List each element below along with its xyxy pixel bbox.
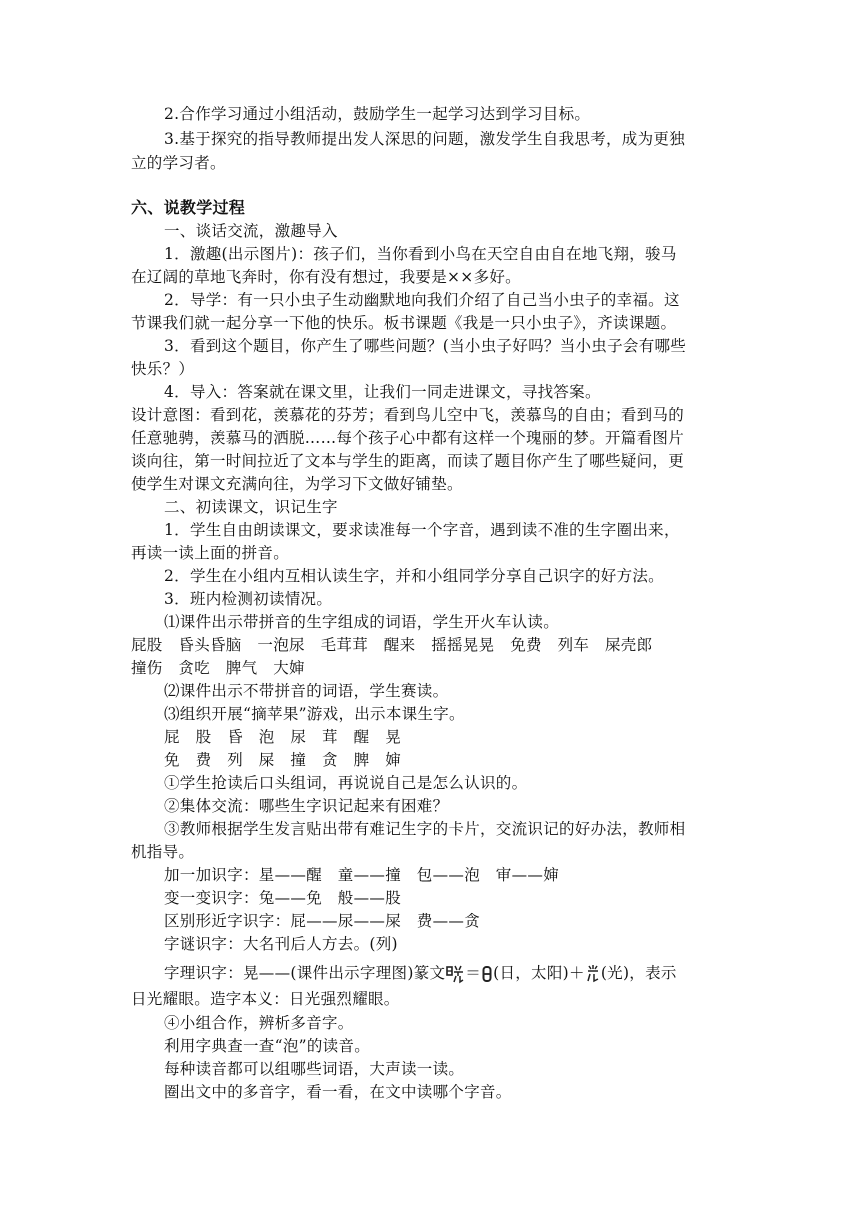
paragraph-line: 任意驰骋，羡慕马的洒脱……每个孩子心中都有这样一个瑰丽的梦。开篇看图片	[131, 429, 685, 447]
paragraph-line: 再读一读上面的拼音。	[131, 544, 290, 562]
paragraph-line: 变一变识字：兔——免 般——股	[164, 889, 402, 907]
paragraph-line: ⑴课件出示带拼音的生字组成的词语，学生开火车认读。	[164, 613, 560, 631]
light-glyph-icon	[586, 964, 600, 984]
paragraph-line: 字谜识字：大名刊后人方去。(列)	[164, 935, 398, 953]
paragraph-line: 3．班内检测初读情况。	[164, 590, 333, 608]
paragraph-line: 在辽阔的草地飞奔时，你有没有想过，我要是××多好。	[131, 268, 521, 286]
paragraph-line: ①学生抢读后口头组词，再说说自己是怎么认识的。	[164, 774, 528, 792]
paragraph-line: 2．学生在小组内互相认读生字，并和小组同学分享自己识字的好方法。	[164, 567, 664, 585]
paragraph-line: 快乐？）	[131, 360, 195, 378]
word-list-line: 屁股 昏头昏脑 一泡尿 毛茸茸 醒来 摇摇晃晃 免费 列车 屎壳郎	[131, 636, 653, 654]
paragraph-line: 加一加识字：星——醒 童——撞 包——泡 审——婶	[164, 866, 560, 884]
paragraph-line: 日光耀眼。造字本义：日光强烈耀眼。	[131, 990, 400, 1008]
paragraph-line: 每种读音都可以组哪些词语，大声读一读。	[164, 1060, 465, 1078]
paragraph-line: 使学生对课文充满向往，为学习下文做好铺垫。	[131, 475, 463, 493]
word-list-line: 撞伤 贪吃 脾气 大婶	[131, 659, 305, 677]
paragraph-line: 立的学习者。	[131, 154, 226, 172]
paragraph-line: 3．看到这个题目，你产生了哪些问题？(当小虫子好吗？当小虫子会有哪些	[164, 337, 687, 355]
section-heading: 六、说教学过程	[131, 198, 246, 217]
character-origin-text: (日，太阳)＋	[493, 964, 585, 982]
paragraph-line: 2．导学：有一只小虫子生动幽默地向我们介绍了自己当小虫子的幸福。这	[164, 291, 680, 309]
seal-script-glyph-icon	[446, 964, 464, 984]
paragraph-line: ②集体交流：哪些生字识记起来有困难？	[164, 797, 449, 815]
character-list-line: 免 费 列 屎 撞 贪 脾 婶	[164, 751, 402, 769]
paragraph-line: 2.合作学习通过小组活动，鼓励学生一起学习达到学习目标。	[164, 105, 591, 123]
subsection-heading: 一、谈话交流，激趣导入	[164, 222, 338, 240]
paragraph-line: 1．学生自由朗读课文，要求读准每一个字音，遇到读不准的生字圈出来，	[164, 521, 680, 539]
paragraph-line: 区别形近字识字：屁——尿——屎 费——贪	[164, 912, 481, 930]
paragraph-line: 3.基于探究的指导教师提出发人深思的问题，激发学生自我思考，成为更独	[164, 130, 685, 148]
character-origin-text: ＝	[465, 964, 482, 982]
paragraph-line: ③教师根据学生发言贴出带有难记生字的卡片，交流识记的好办法，教师相	[164, 820, 686, 838]
character-origin-line	[164, 962, 677, 984]
character-origin-text: (光)，表示	[600, 964, 677, 982]
paragraph-line: ⑵课件出示不带拼音的词语，学生赛读。	[164, 682, 449, 700]
subsection-heading: 二、初读课文，识记生字	[164, 498, 338, 516]
sun-glyph-icon	[482, 965, 492, 983]
paragraph-line: 谈向往，第一时间拉近了文本与学生的距离，而读了题目你产生了哪些疑问，更	[131, 452, 685, 470]
character-origin-text: 字理识字：晃——(课件出示字理图)篆文	[164, 964, 446, 982]
paragraph-line: ④小组合作，辨析多音字。	[164, 1014, 354, 1032]
paragraph-line: ⑶组织开展“摘苹果”游戏，出示本课生字。	[164, 705, 465, 723]
design-intent-line: 设计意图：看到花，羡慕花的芬芳；看到鸟儿空中飞，羡慕鸟的自由；看到马的	[131, 406, 685, 424]
paragraph-line: 节课我们就一起分享一下他的快乐。板书课题《我是一只小虫子》，齐读课题。	[131, 314, 677, 332]
character-list-line: 屁 股 昏 泡 尿 茸 醒 晃	[164, 728, 402, 746]
paragraph-line: 4．导入：答案就在课文里，让我们一同走进课文，寻找答案。	[164, 383, 601, 401]
paragraph-line: 1．激趣(出示图片)：孩子们，当你看到小鸟在天空自由自在地飞翔，骏马	[164, 245, 677, 263]
paragraph-line: 机指导。	[131, 843, 195, 861]
paragraph-line: 利用字典查一查“泡”的读音。	[164, 1037, 371, 1055]
paragraph-line: 圈出文中的多音字，看一看，在文中读哪个字音。	[164, 1083, 512, 1101]
